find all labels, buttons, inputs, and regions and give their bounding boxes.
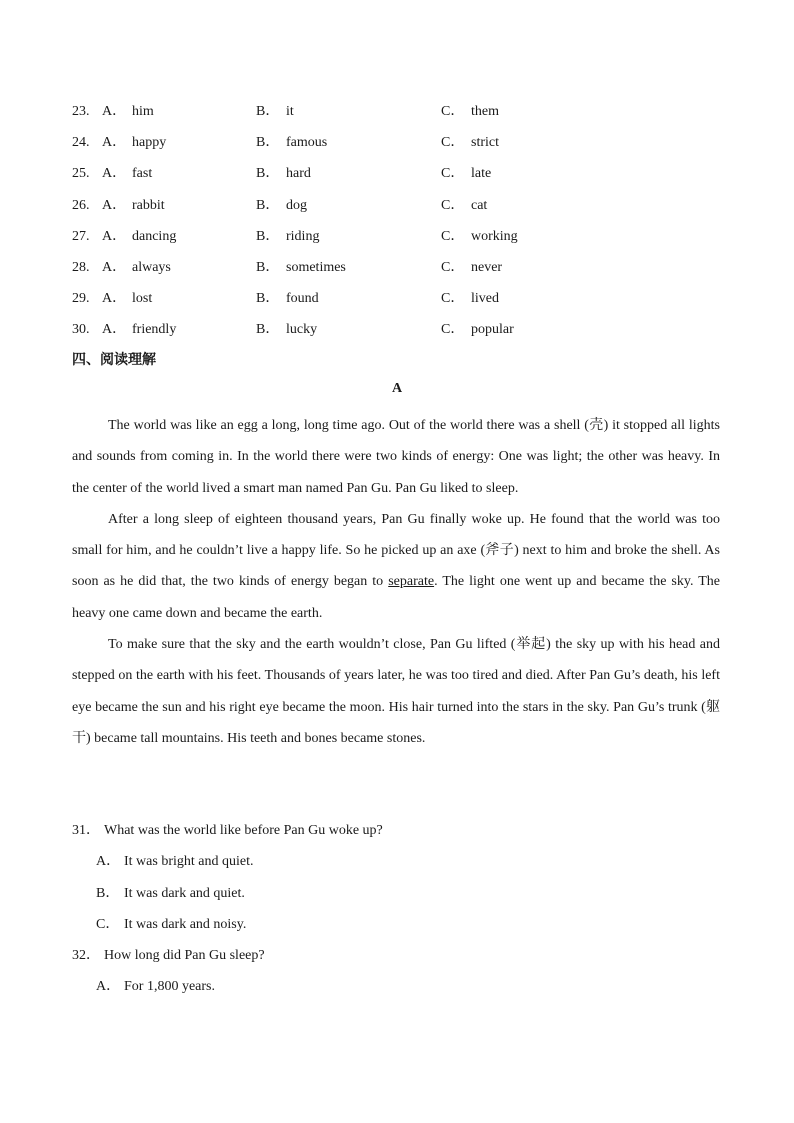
passage-paragraph: To make sure that the sky and the earth wouldn’t close, Pan Gu lifted (举起) the sky up with his head and stepped on the earth with his feet. Thousands of years later, he was too tired and died. After Pan Gu’s death, his left eye became the sun and his right eye became the moon. His hair turned into the stars in the sky. Pan Gu’s trunk (躯干) became tall mountains. His teeth and bones became stones.: [72, 637, 720, 746]
question-number: 25.: [72, 166, 90, 182]
question-number: 26.: [72, 197, 90, 213]
option-c: C． working: [441, 228, 518, 244]
option-c: C． late: [441, 166, 492, 182]
question-number: 30.: [72, 322, 90, 338]
underlined-word: separate: [388, 574, 435, 590]
option-row: [72, 98, 732, 129]
answer-choice: A． It was bright and quiet.: [96, 854, 254, 870]
option-b: B． dog: [256, 197, 307, 213]
option-a: A． him: [102, 104, 154, 119]
option-a: A． lost: [102, 291, 153, 307]
option-row: [72, 129, 732, 160]
option-a: A． always: [102, 259, 171, 275]
answer-choice: A． For 1,800 years.: [96, 979, 215, 995]
option-a: A． fast: [102, 166, 153, 182]
question-number: 27.: [72, 228, 90, 244]
passage-paragraph: The world was like an egg a long, long time ago. Out of the world there was a shell (壳) it stopped all lights and sounds from coming in. In the world there were two kinds of energy: One was light; the other was heavy. In the center of the world lived a smart man named Pan Gu. Pan Gu liked to sleep.: [72, 418, 720, 496]
option-c: C． lived: [441, 291, 499, 307]
question-number: 23.: [72, 104, 90, 119]
answer-choice: B． It was dark and quiet.: [96, 885, 245, 901]
option-row: [72, 223, 732, 254]
option-row: [72, 160, 732, 191]
answer-choice: C． It was dark and noisy.: [96, 916, 247, 932]
option-row: [72, 192, 732, 223]
option-row: [72, 316, 732, 347]
question: 32． How long did Pan Gu sleep?: [72, 948, 265, 964]
option-c: C． cat: [441, 197, 488, 213]
option-row: [72, 254, 732, 285]
passage-paragraph: After a long sleep of eighteen thousand years, Pan Gu finally woke up. He found that the world was too small for him, and he couldn’t live a happy life. So he picked up an axe (斧子) next to him and broke the shell. As soon as he did that, the two kinds of energy began to separate. The light one went up and became the sky. The heavy one came down and became the earth.: [72, 511, 721, 621]
passage-title: A: [391, 381, 403, 396]
option-c: C． them: [441, 104, 499, 119]
option-b: B． sometimes: [256, 259, 346, 275]
option-a: A． dancing: [102, 228, 177, 244]
question-number: 29.: [72, 291, 90, 307]
section-heading: 四、阅读理解: [72, 352, 156, 368]
option-b: B． found: [256, 291, 319, 307]
option-b: B． it: [256, 104, 294, 119]
question-number: 24.: [72, 135, 90, 151]
option-a: A． friendly: [102, 322, 177, 338]
option-row: [72, 285, 732, 316]
option-c: C． never: [441, 259, 503, 275]
option-b: B． lucky: [256, 322, 318, 338]
comprehension-questions: [72, 815, 720, 1003]
option-b: B． hard: [256, 166, 311, 182]
option-b: B． famous: [256, 135, 328, 151]
option-a: A． happy: [102, 135, 167, 151]
cloze-options: [72, 98, 732, 348]
option-a: A． rabbit: [102, 197, 165, 213]
option-c: C． strict: [441, 135, 499, 151]
option-c: C． popular: [441, 322, 514, 338]
question: 31． What was the world like before Pan Gu woke up?: [72, 823, 383, 838]
reading-passage: [72, 410, 720, 754]
question-number: 28.: [72, 259, 90, 275]
option-b: B． riding: [256, 228, 320, 244]
